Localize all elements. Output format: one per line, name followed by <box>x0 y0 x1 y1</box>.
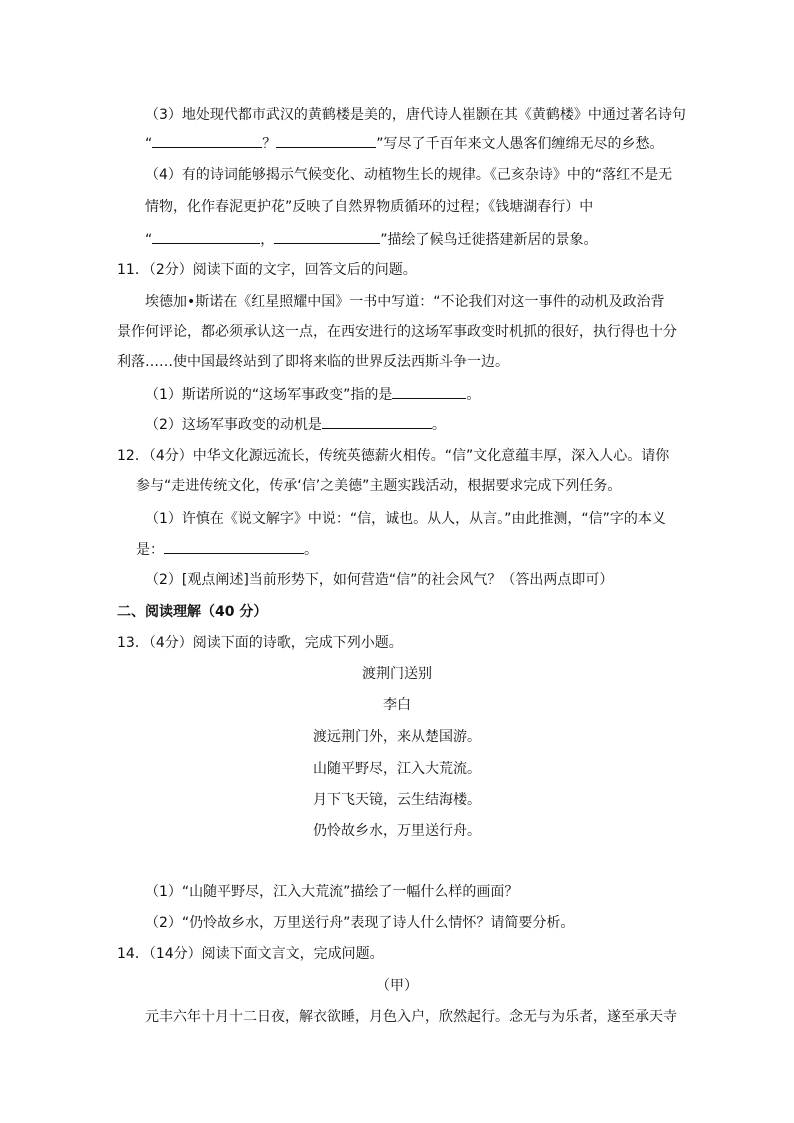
part-label: （甲） <box>376 978 418 994</box>
q10-sub4-line3 <box>145 229 598 250</box>
answer-blank[interactable] <box>164 539 304 554</box>
open-quote: “ <box>145 136 153 152</box>
q12-stem-line2: 参与“走进传统文化，传承‘信’之美德”主题实践活动，根据要求完成下列任务。 <box>136 478 622 494</box>
answer-blank[interactable] <box>322 414 432 429</box>
q14-text-line1: 元丰六年十月十二日夜，解衣欲睡，月色入户，欣然起行。念无与为乐者，遂至承天寺 <box>145 1009 677 1025</box>
poem-line: 渡远荆门外，来从楚国游。 <box>313 729 481 745</box>
q10-sub4-line3-text: ”描绘了候鸟迁徙搭建新居的景象。 <box>380 232 598 248</box>
period: 。 <box>466 387 481 403</box>
q13-sub1: （1）“山随平野尽，江入大荒流”描绘了一幅什么样的画面？ <box>145 884 519 900</box>
open-quote: “ <box>145 232 153 248</box>
q14-stem: 14．（14分）阅读下面文言文，完成问题。 <box>117 946 384 962</box>
poem-title: 渡荆门送别 <box>362 666 432 682</box>
q11-sub2-text: （2）这场军事政变的动机是 <box>145 417 322 433</box>
period: 。 <box>431 417 446 433</box>
answer-blank[interactable] <box>392 384 466 399</box>
answer-blank[interactable] <box>276 133 376 148</box>
q10-sub3-line2 <box>145 133 664 154</box>
q10-sub3-line1: （3）地处现代都市武汉的黄鹤楼是美的，唐代诗人崔颢在其《黄鹤楼》中通过著名诗句 <box>145 107 686 123</box>
poem-author: 李白 <box>383 697 411 713</box>
comma: ， <box>260 232 275 248</box>
q10-sub3-line2-text: ”写尽了千百年来文人愚客们缠绵无尽的乡愁。 <box>376 136 664 152</box>
q10-sub4-line1: （4）有的诗词能够揭示气候变化、动植物生长的规律。《己亥杂诗》中的“落红不是无 <box>145 167 673 183</box>
question-mark: ？ <box>262 136 277 152</box>
q13-sub2: （2）“仍怜故乡水，万里送行舟”表现了诗人什么情怀？请简要分析。 <box>145 915 575 931</box>
q12-sub2: （2）[观点阐述]当前形势下，如何营造“信”的社会风气？（答出两点即可） <box>145 572 614 588</box>
q12-sub1-line2-text: 是： <box>136 542 164 558</box>
q12-sub1-line2 <box>136 539 318 560</box>
section-heading: 二、阅读理解（40 分） <box>117 604 268 620</box>
q11-stem: 11．（2分）阅读下面的文字，回答文后的问题。 <box>117 262 417 278</box>
poem-line: 仍怜故乡水，万里送行舟。 <box>313 823 481 839</box>
answer-blank[interactable] <box>152 229 260 244</box>
answer-blank[interactable] <box>152 133 262 148</box>
q11-passage-line3: 利落……使中国最终站到了即将来临的世界反法西斯斗争一边。 <box>117 354 509 370</box>
q11-sub2 <box>145 414 446 435</box>
q13-stem: 13．（4分）阅读下面的诗歌，完成下列小题。 <box>117 635 403 651</box>
q11-passage-line1: 埃德加•斯诺在《红星照耀中国》一书中写道：“不论我们对这一事件的动机及政治背 <box>145 294 665 310</box>
poem-line: 山随平野尽，江入大荒流。 <box>313 761 481 777</box>
q11-sub1-text: （1）斯诺所说的“这场军事政变”指的是 <box>145 387 393 403</box>
q10-sub4-line2: 情物，化作春泥更护花”反映了自然界物质循环的过程；《钱塘湖春行）中 <box>145 199 594 215</box>
poem-line: 月下飞天镜，云生结海楼。 <box>313 792 481 808</box>
q12-sub1-line1: （1）许慎在《说文解字》中说：“信，诚也。从人，从言。”由此推测，“信”字的本义 <box>145 511 666 527</box>
answer-blank[interactable] <box>274 229 380 244</box>
q11-sub1 <box>145 384 480 405</box>
period: 。 <box>304 542 318 558</box>
q11-passage-line2: 景作何评论，都必须承认这一点，在西安进行的这场军事政变时机抓的很好，执行得也十分 <box>117 324 677 340</box>
q12-stem-line1: 12．（4分）中华文化源远流长，传统英德薪火相传。“信”文化意蕴丰厚，深入人心。请你 <box>117 448 670 464</box>
